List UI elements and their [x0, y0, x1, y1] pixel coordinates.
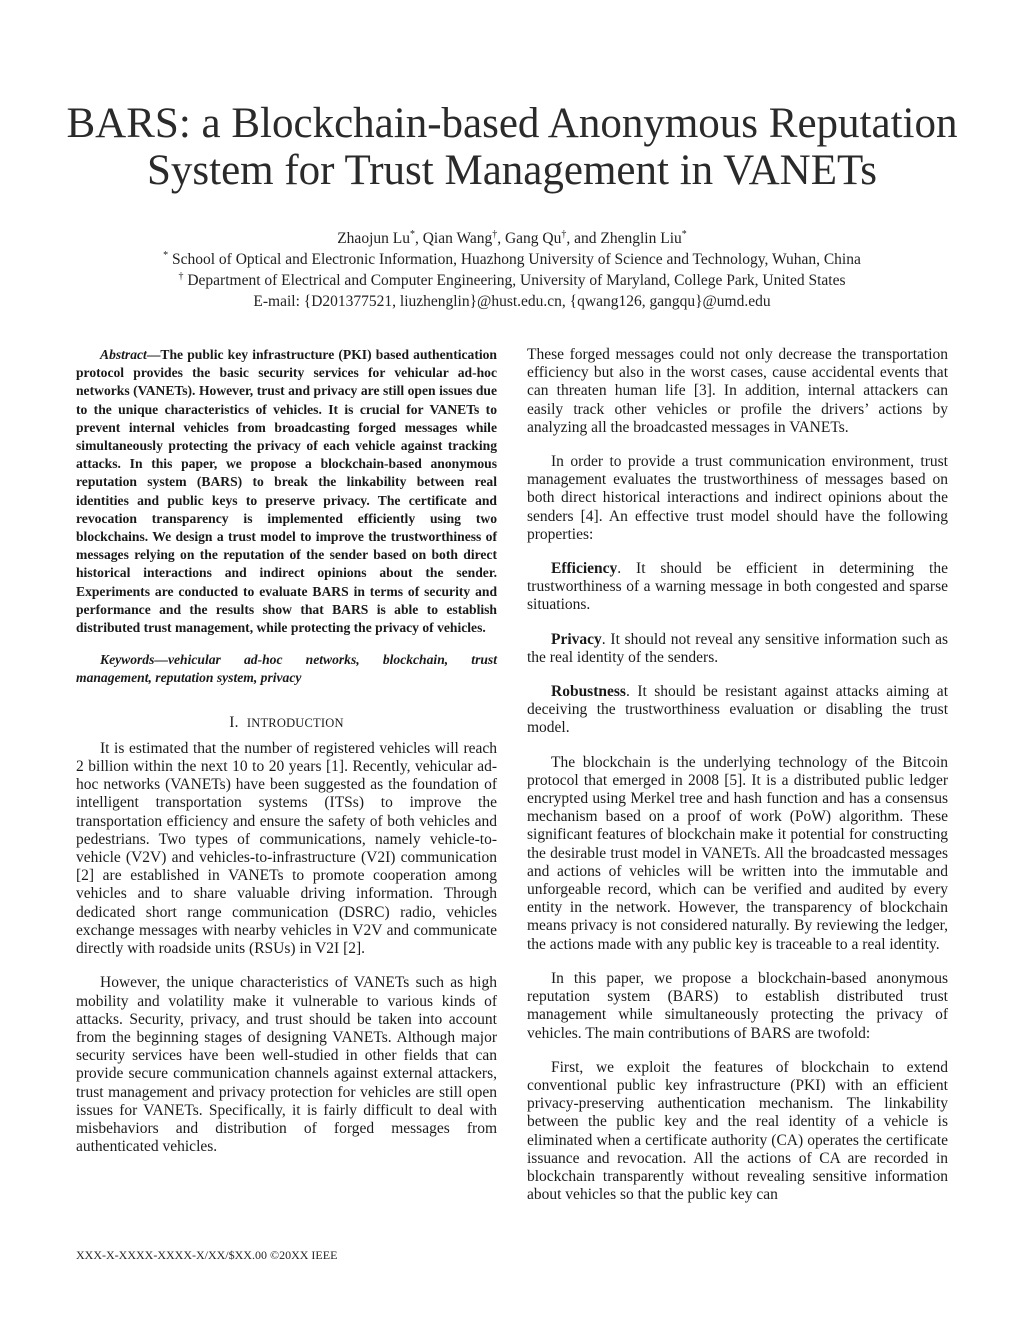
author-name: Qian Wang [422, 230, 493, 247]
property-name: Privacy [551, 630, 602, 648]
affiliation-mark: † [178, 270, 184, 282]
property-name: Efficiency [551, 560, 618, 578]
author-email: E-mail: {D201377521, liuzhenglin}@hust.edu.cn, {qwang126, gangqu}@umd.edu [253, 293, 771, 310]
paragraph-trust-management: In order to provide a trust communication environment, trust management evaluates the trustworthiness of messages based on both direct historical interactions and indirect opinions about the senders [4]. An effective trust model should have the following properties: [527, 453, 948, 543]
affiliation-1 [60, 249, 964, 270]
property-text: . It should be resistant against attacks aiming at deceiving the trustworthiness evaluation or disabling the trust model. [527, 683, 948, 737]
property-efficiency [527, 560, 948, 615]
property-name: Robustness [551, 683, 626, 701]
paragraph-proposal: In this paper, we propose a blockchain-based anonymous reputation system (BARS) to establish distributed trust management while simultaneously protecting the privacy of vehicles. The main contributions of BARS are twofold: [527, 969, 948, 1042]
title-line-1: BARS: a Blockchain-based Anonymous Reputation [66, 100, 958, 147]
author-separator: , and [566, 230, 601, 247]
section-heading-introduction [76, 714, 497, 732]
abstract [76, 346, 497, 637]
paragraph-forged-messages: These forged messages could not only decrease the transportation efficiency but also in the worst cases, cause accidental events that can threaten human life [3]. In addition, internal attackers can easily track other vehicles or profile the drivers’ actions by analyzing all the broadcasted messages in VANETs. [527, 346, 948, 436]
abstract-text: —The public key infrastructure (PKI) based authentication protocol provides the basic security services for vehicular ad-hoc networks (VANETs). However, trust and privacy are still open issues due to the unique characteristics of vehicles. It is crucial for VANETs to prevent internal vehicles from broadcasting forged messages while simultaneously protecting the privacy of each vehicle against tracking attacks. In this paper, we propose a blockchain-based anonymous reputation system (BARS) to break the linkability between real identities and public keys to preserve privacy. The certificate and revocation transparency is implemented efficiently using two blockchains. We design a trust model to improve the trustworthiness of messages relying on the reputation of the sender based on both direct historical interactions and indirect opinions about the sender. Experiments are conducted to evaluate BARS in terms of security and performance and the results show that BARS is able to establish distributed trust management, while protecting the privacy of vehicles. [76, 347, 497, 636]
keywords: Keywords—vehicular ad-hoc networks, blockchain, trust management, reputation system, privacy [76, 652, 497, 686]
paper-title [60, 100, 964, 194]
author-mark: * [409, 228, 415, 240]
property-text: . It should be efficient in determining the trustworthiness of a warning message in both congested and sparse situations. [527, 560, 948, 614]
property-text: . It should not reveal any sensitive information such as the real identity of the senders. [527, 630, 948, 666]
author-mark: † [492, 228, 498, 240]
copyright-footer: XXX-X-XXXX-XXXX-X/XX/$XX.00 ©20XX IEEE [76, 1248, 338, 1262]
author-mark: * [681, 228, 687, 240]
property-robustness [527, 683, 948, 738]
affiliation-mark: * [163, 249, 169, 261]
abstract-lead: Abstract [100, 347, 147, 362]
right-column [527, 346, 948, 1220]
author-name: Zhenglin Liu [600, 230, 682, 247]
intro-paragraph-2: However, the unique characteristics of VANETs such as high mobility and volatility make it vulnerable to various kinds of attacks. Security, privacy, and trust should be taken into account from the beginning stages of designing VANETs. Although major security services have been well-studied in other fields that can provide secure communication channels against external attackers, trust management and privacy protection for vehicles are still open issues for VANETs. Specifically, it is fairly difficult to deal with misbehaviors and distribution of forged messages from authenticated vehicles. [76, 974, 497, 1156]
author-mark: † [561, 228, 567, 240]
author-name: Gang Qu [504, 230, 562, 247]
intro-paragraph-1: It is estimated that the number of registered vehicles will reach 2 billion within the next 10 to 20 years [1]. Recently, vehicular ad-hoc networks (VANETs) have been suggested as the foundation of intelligent transportation systems (ITSs) to improve the transportation efficiency and ensure the safety of both vehicles and pedestrians. Two types of communications, namely vehicle-to-vehicle (V2V) and vehicles-to-infrastructure (V2I) communication [2] are established in VANETs to promote cooperation among vehicles and to share valuable driving information. Through dedicated short range communication (DSRC) radio, vehicles exchange messages with nearby vehicles in V2V and communicate directly with roadside units (RSUs) in V2I [2]. [76, 739, 497, 958]
left-column [76, 346, 497, 1172]
author-separator: , [414, 230, 423, 247]
affiliation-text: Department of Electrical and Computer Engineering, University of Maryland, College Park, United States [183, 272, 846, 289]
paragraph-blockchain: The blockchain is the underlying technology of the Bitcoin protocol that emerged in 2008 [5]. It is a distributed public ledger encrypted using Merkel tree and hash function and has a consensus mechanism based on a proof of work (PoW) algorithm. These significant features of blockchain make it potential for constructing the desirable trust model in VANETs. All the broadcasted messages and actions of vehicles will be written into the immutable and unforgeable record, which can be verified and audited by every entity in the network. However, the transparency of blockchain means privacy is not considered naturally. By reviewing the ledger, the actions made with any public key is traceable to a real identity. [527, 753, 948, 953]
author-separator: , [497, 230, 505, 247]
property-privacy [527, 631, 948, 667]
author-names [60, 228, 964, 249]
author-block [60, 228, 964, 312]
section-title: INTRODUCTION [246, 715, 344, 730]
section-number: I. [229, 713, 239, 731]
author-name: Zhaojun Lu [337, 230, 410, 247]
affiliation-text: School of Optical and Electronic Information, Huazhong University of Science and Technology, Wuhan, China [168, 251, 861, 268]
affiliation-2 [60, 270, 964, 291]
paragraph-contribution-first: First, we exploit the features of blockchain to extend conventional public key infrastructure (PKI) with an efficient privacy-preserving authentication mechanism. The linkability between the public key and the real identity of a vehicle is eliminated when a certificate authority (CA) operates the certificate issuance and revocation. All the actions of CA are recorded in blockchain transparently without revealing sensitive information about vehicles so that the public key can [527, 1058, 948, 1204]
title-line-2: System for Trust Management in VANETs [146, 147, 877, 194]
